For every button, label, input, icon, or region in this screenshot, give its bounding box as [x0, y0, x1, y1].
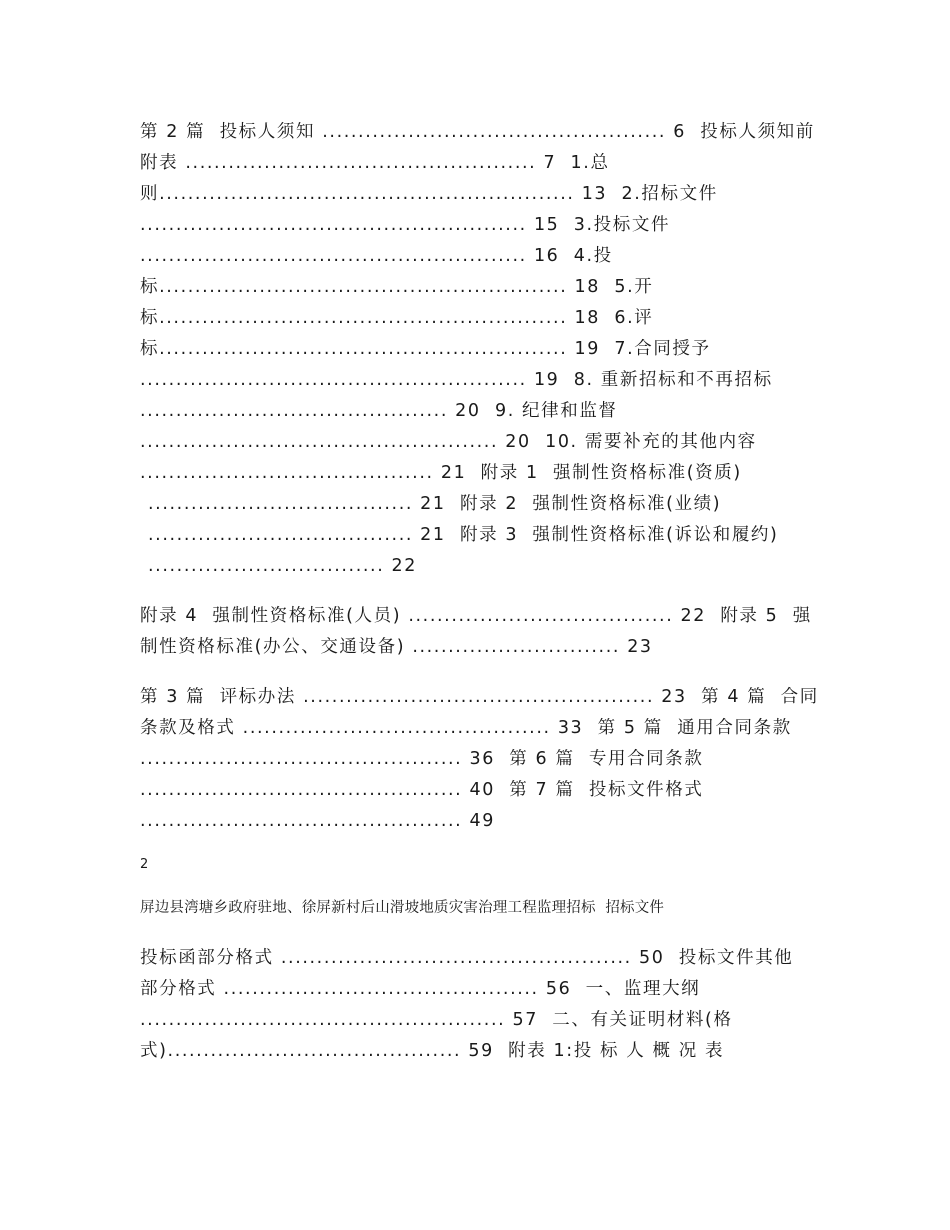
- toc-line: 标......................................................... 18 6.评: [140, 308, 654, 328]
- toc-line: 标......................................................... 19 7.合同授予: [140, 339, 711, 359]
- toc-line: ................................................... 57 二、有关证明材料(格: [140, 1010, 733, 1030]
- toc-line: 制性资格标准(办公、交通设备) ............................. 23: [140, 637, 653, 657]
- toc-line: 标......................................................... 18 5.开: [140, 277, 654, 297]
- toc-line: 条款及格式 ........................................... 33 第 5 篇 通用合同条款: [140, 718, 792, 738]
- toc-line: 投标函部分格式 ................................................. 50 投标文件其他: [140, 948, 794, 968]
- toc-line: 部分格式 ............................................ 56 一、监理大纲: [140, 979, 701, 999]
- toc-line: ...................................................... 15 3.投标文件: [140, 215, 671, 235]
- toc-line: 则.......................................................... 13 2.招标文件: [140, 184, 718, 204]
- toc-line: 式)......................................... 59 附表 1:投 标 人 概 况 表: [140, 1041, 725, 1061]
- toc-line: ...................................................... 16 4.投: [140, 246, 613, 266]
- page-number: 2: [140, 857, 149, 872]
- toc-line: ..................................... 21 附录 2 强制性资格标准(业绩): [148, 494, 722, 514]
- toc-line: ........................................... 20 9. 纪律和监督: [140, 401, 618, 421]
- toc-line: ................................. 22: [148, 556, 418, 576]
- toc-line: 附录 4 强制性资格标准(人员) ..................................... 22 附录 5 强: [140, 606, 812, 626]
- toc-line: ...................................................... 19 8. 重新招标和不再招标: [140, 370, 773, 390]
- toc-line: ............................................. 49: [140, 811, 495, 831]
- running-header: 屏边县湾塘乡政府驻地、徐屏新村后山滑坡地质灾害治理工程监理招标 招标文件: [140, 900, 665, 916]
- toc-line: ............................................. 36 第 6 篇 专用合同条款: [140, 749, 704, 769]
- toc-line: 第 2 篇 投标人须知 ................................................ 6 投标人须知前: [140, 122, 815, 142]
- toc-line: ............................................. 40 第 7 篇 投标文件格式: [140, 780, 704, 800]
- toc-line: ..................................... 21 附录 3 强制性资格标准(诉讼和履约): [148, 525, 779, 545]
- toc-line: 第 3 篇 评标办法 ................................................. 23 第 4 篇 合同: [140, 687, 819, 707]
- toc-line: ......................................... 21 附录 1 强制性资格标准(资质): [140, 463, 742, 483]
- toc-line: .................................................. 20 10. 需要补充的其他内容: [140, 432, 757, 452]
- toc-line: 附表 ................................................. 7 1.总: [140, 153, 610, 173]
